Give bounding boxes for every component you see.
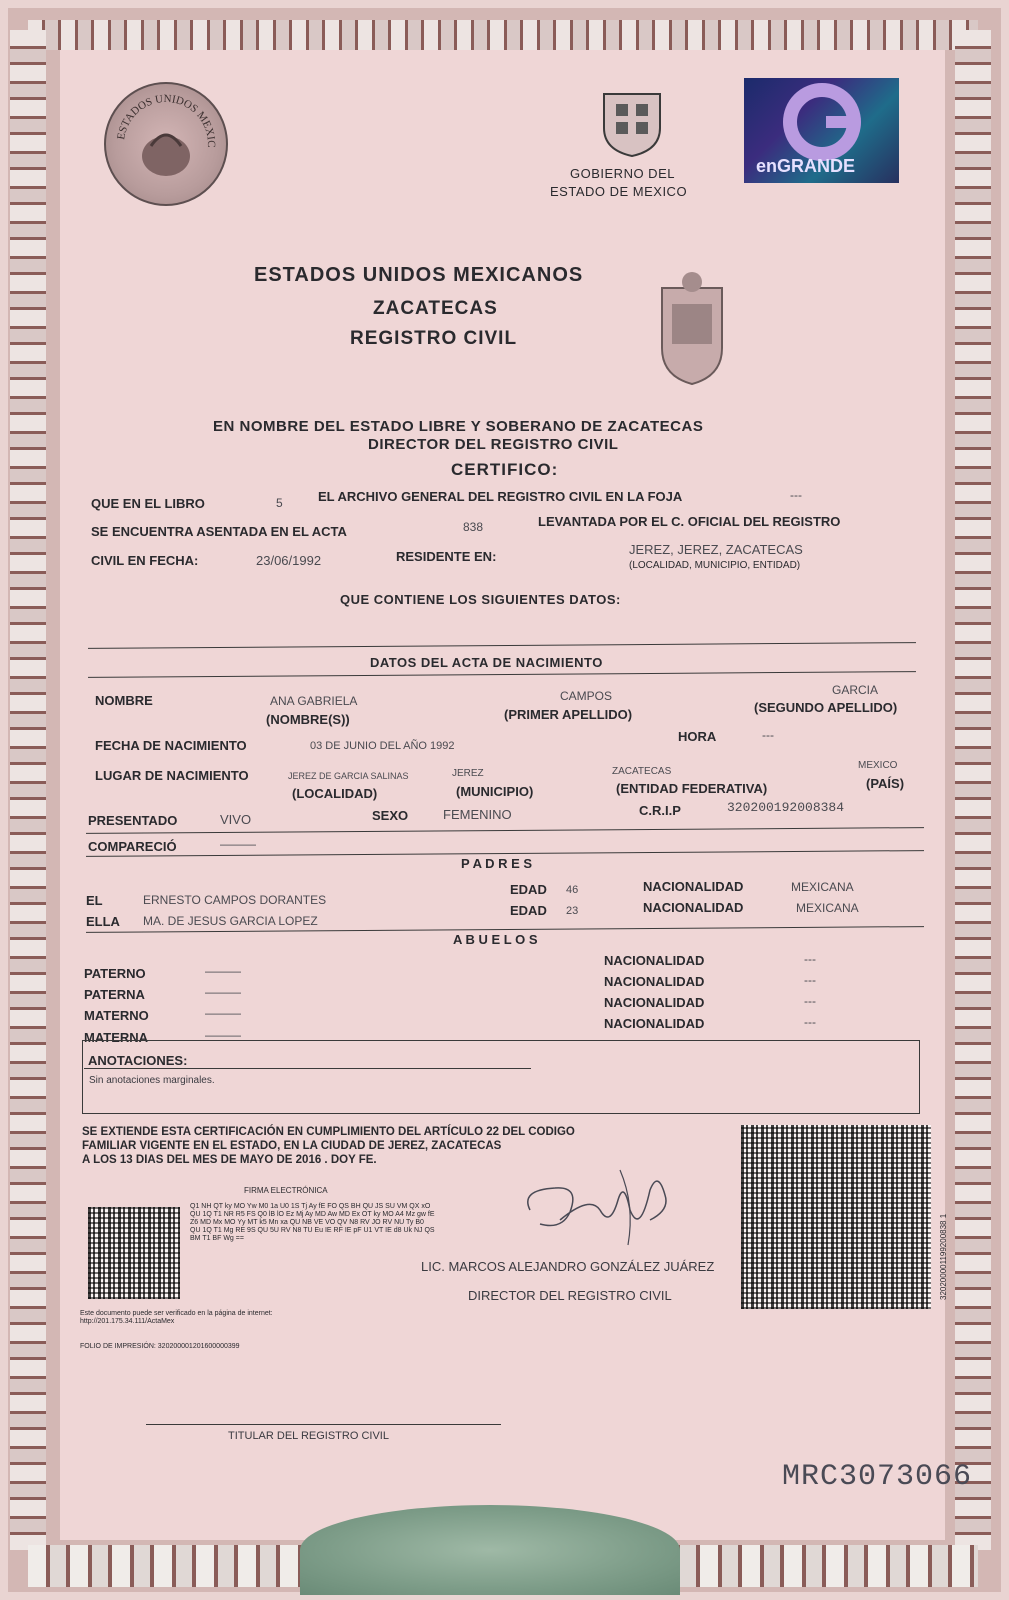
fecha-nac-value: 03 DE JUNIO DEL AÑO 1992 (310, 740, 455, 752)
sexo-label: SEXO (372, 808, 409, 823)
gov-line1: GOBIERNO DEL (570, 166, 675, 181)
el-nac-label: NACIONALIDAD (643, 879, 744, 894)
pais-value: MEXICO (858, 760, 898, 771)
ella-nac-label: NACIONALIDAD (643, 900, 744, 915)
presentado-value: VIVO (220, 812, 252, 827)
titular-label: TITULAR DEL REGISTRO CIVIL (228, 1430, 389, 1442)
security-border-top (28, 20, 978, 50)
abuela-materna-name: ——— (205, 1028, 241, 1042)
folio-impresion: FOLIO DE IMPRESIÓN: 320200001201600000399 (80, 1343, 240, 1350)
apellido2-value: GARCIA (832, 683, 879, 697)
abuelo-materno-nac: --- (804, 994, 816, 1008)
apellido1-value: CAMPOS (560, 689, 613, 703)
entidad-hint: (ENTIDAD FEDERATIVA) (616, 781, 768, 796)
ella-nac: MEXICANA (796, 901, 859, 915)
abuela-paterna-name: ——— (205, 985, 241, 999)
localidad-hint: (LOCALIDAD) (292, 786, 378, 801)
firma-label: FIRMA ELECTRÓNICA (244, 1186, 328, 1195)
hologram-text: enGRANDE (756, 156, 856, 176)
estado-mexico-shield-icon (596, 88, 668, 158)
el-label: EL (86, 893, 103, 908)
nombre-value: ANA GABRIELA (270, 694, 358, 708)
el-edad-label: EDAD (510, 882, 547, 897)
contiene-line: QUE CONTIENE LOS SIGUIENTES DATOS: (340, 592, 621, 607)
qr-code-left (88, 1207, 180, 1299)
qr-code-right (741, 1125, 931, 1309)
firma-code: Q1 NH QT ky MO Yw M0 1a U0 1S Tj Ay fE FO QS BH QU JS SU VM QX xO QU 1Q T1 NR R5 FS Q0 lB lO Ez Mj Ay MD Aw MD Ex OT ky MO A4 Mz gw fE Z6 MD Mx MO Yy MT k5 Mn xa QU NB VE VO QV N8 RV JO RV NU Ty B0 QU 1Q T1 Mg RE 9S QU 5U RV N8 TU Eu IE RF IE pF U1 VT IE d8 Uk NJ QS BM T1 BF Wg == (190, 1203, 435, 1242)
cierre-line3: A LOS 13 DIAS DEL MES DE MAYO DE 2016 . DOY FE. (82, 1154, 377, 1166)
ella-edad-label: EDAD (510, 903, 547, 918)
comparecio-value: ——— (220, 837, 256, 851)
el-nac: MEXICANA (791, 880, 854, 894)
libro-label: QUE EN EL LIBRO (91, 496, 205, 511)
signature-icon (500, 1150, 690, 1260)
security-border-left (10, 30, 46, 1550)
residente-value: JEREZ, JEREZ, ZACATECAS (629, 542, 803, 557)
residente-hint: (LOCALIDAD, MUNICIPIO, ENTIDAD) (629, 560, 801, 571)
abuela-paterna-label: PATERNA (84, 987, 145, 1002)
abuela-materna-nac: --- (804, 1015, 816, 1029)
titular-signature-line (146, 1424, 501, 1425)
fecha-value: 23/06/1992 (256, 553, 322, 568)
entidad-value: ZACATECAS (612, 766, 672, 777)
abuela-materna-nac-label: NACIONALIDAD (604, 1016, 705, 1031)
abuelo-paterno-nac-label: NACIONALIDAD (604, 953, 705, 968)
divider (84, 1068, 531, 1069)
municipio-hint: (MUNICIPIO) (456, 784, 534, 799)
crip-label: C.R.I.P (639, 803, 681, 818)
fecha-label: CIVIL EN FECHA: (91, 553, 199, 568)
padres-title: P A D R E S (461, 856, 533, 871)
ella-edad: 23 (566, 905, 579, 917)
pais-hint: (PAÍS) (866, 776, 905, 791)
abuelos-title: A B U E L O S (453, 932, 538, 947)
fecha-nac-label: FECHA DE NACIMIENTO (95, 738, 247, 753)
crip-value: 320200192008384 (727, 800, 845, 815)
certifico-heading: CERTIFICO: (451, 460, 559, 479)
cierre-line1: SE EXTIENDE ESTA CERTIFICACIÓN EN CUMPLIMIENTO DEL ARTÍCULO 22 DEL CODIGO (82, 1126, 575, 1138)
national-seal-icon (104, 82, 228, 206)
apellido1-hint: (PRIMER APELLIDO) (504, 707, 633, 722)
abuelo-paterno-nac: --- (804, 952, 816, 966)
zacatecas-coat-of-arms-icon (652, 268, 732, 388)
residente-label: RESIDENTE EN: (396, 549, 497, 564)
hologram-sticker (744, 78, 899, 183)
acta-label: SE ENCUENTRA ASENTADA EN EL ACTA (91, 524, 347, 539)
nombre-hint: (NOMBRE(S)) (266, 712, 350, 727)
lugar-label: LUGAR DE NACIMIENTO (95, 768, 249, 783)
ella-label: ELLA (86, 914, 120, 929)
presentado-label: PRESENTADO (88, 813, 178, 828)
hora-value: --- (762, 728, 774, 742)
title-zacatecas: ZACATECAS (373, 298, 498, 319)
title-estados-unidos: ESTADOS UNIDOS MEXICANOS (254, 264, 584, 286)
abuelo-paterno-label: PATERNO (84, 966, 146, 981)
abuelo-paterno-name: ——— (205, 964, 241, 978)
localidad-value: JEREZ DE GARCIA SALINAS (288, 771, 409, 781)
acta-value: 838 (463, 520, 484, 534)
nombre-label: NOMBRE (95, 693, 153, 708)
el-edad: 46 (566, 884, 579, 896)
ella-name: MA. DE JESUS GARCIA LOPEZ (143, 914, 318, 928)
abuela-materna-label: MATERNA (84, 1030, 149, 1045)
levantada-label: LEVANTADA POR EL C. OFICIAL DEL REGISTRO (538, 514, 841, 529)
intro-line2: DIRECTOR DEL REGISTRO CIVIL (368, 436, 619, 453)
municipio-value: JEREZ (452, 768, 484, 779)
svg-text:ESTADOS UNIDOS MEXICANOS: ESTADOS UNIDOS MEXIC (115, 92, 218, 148)
qr-side-code: 320200001199200838 1 (939, 1213, 948, 1300)
director-title: DIRECTOR DEL REGISTRO CIVIL (468, 1288, 672, 1303)
libro-value: 5 (276, 496, 283, 510)
sexo-value: FEMENINO (443, 807, 512, 822)
serial-number: MRC3073066 (782, 1460, 973, 1494)
security-border-right (955, 30, 991, 1550)
abuela-paterna-nac: --- (804, 973, 816, 987)
abuelo-materno-name: ——— (205, 1006, 241, 1020)
abuela-paterna-nac-label: NACIONALIDAD (604, 974, 705, 989)
gov-line2: ESTADO DE MEXICO (550, 184, 688, 199)
abuelo-materno-label: MATERNO (84, 1008, 149, 1023)
anotaciones-text: Sin anotaciones marginales. (89, 1075, 215, 1086)
abuelo-materno-nac-label: NACIONALIDAD (604, 995, 705, 1010)
hora-label: HORA (678, 729, 717, 744)
director-name: LIC. MARCOS ALEJANDRO GONZÁLEZ JUÁREZ (421, 1259, 715, 1274)
archivo-label: EL ARCHIVO GENERAL DEL REGISTRO CIVIL EN LA FOJA (318, 489, 683, 504)
security-ornament-bottom (300, 1505, 680, 1595)
cierre-line2: FAMILIAR VIGENTE EN EL ESTADO, EN LA CIUDAD DE JEREZ, ZACATECAS (82, 1140, 502, 1152)
foja-value: --- (790, 488, 802, 502)
anotaciones-title: ANOTACIONES: (88, 1053, 188, 1068)
intro-line1: EN NOMBRE DEL ESTADO LIBRE Y SOBERANO DE ZACATECAS (213, 418, 704, 435)
acta-section-title: DATOS DEL ACTA DE NACIMIENTO (370, 655, 603, 670)
el-name: ERNESTO CAMPOS DORANTES (143, 893, 327, 907)
comparecio-label: COMPARECIÓ (88, 839, 177, 854)
apellido2-hint: (SEGUNDO APELLIDO) (754, 700, 898, 715)
title-registro-civil: REGISTRO CIVIL (350, 328, 518, 349)
verify-text: Este documento puede ser verificado en la página de internet: http://201.175.34.111/ActaMex (80, 1310, 273, 1325)
